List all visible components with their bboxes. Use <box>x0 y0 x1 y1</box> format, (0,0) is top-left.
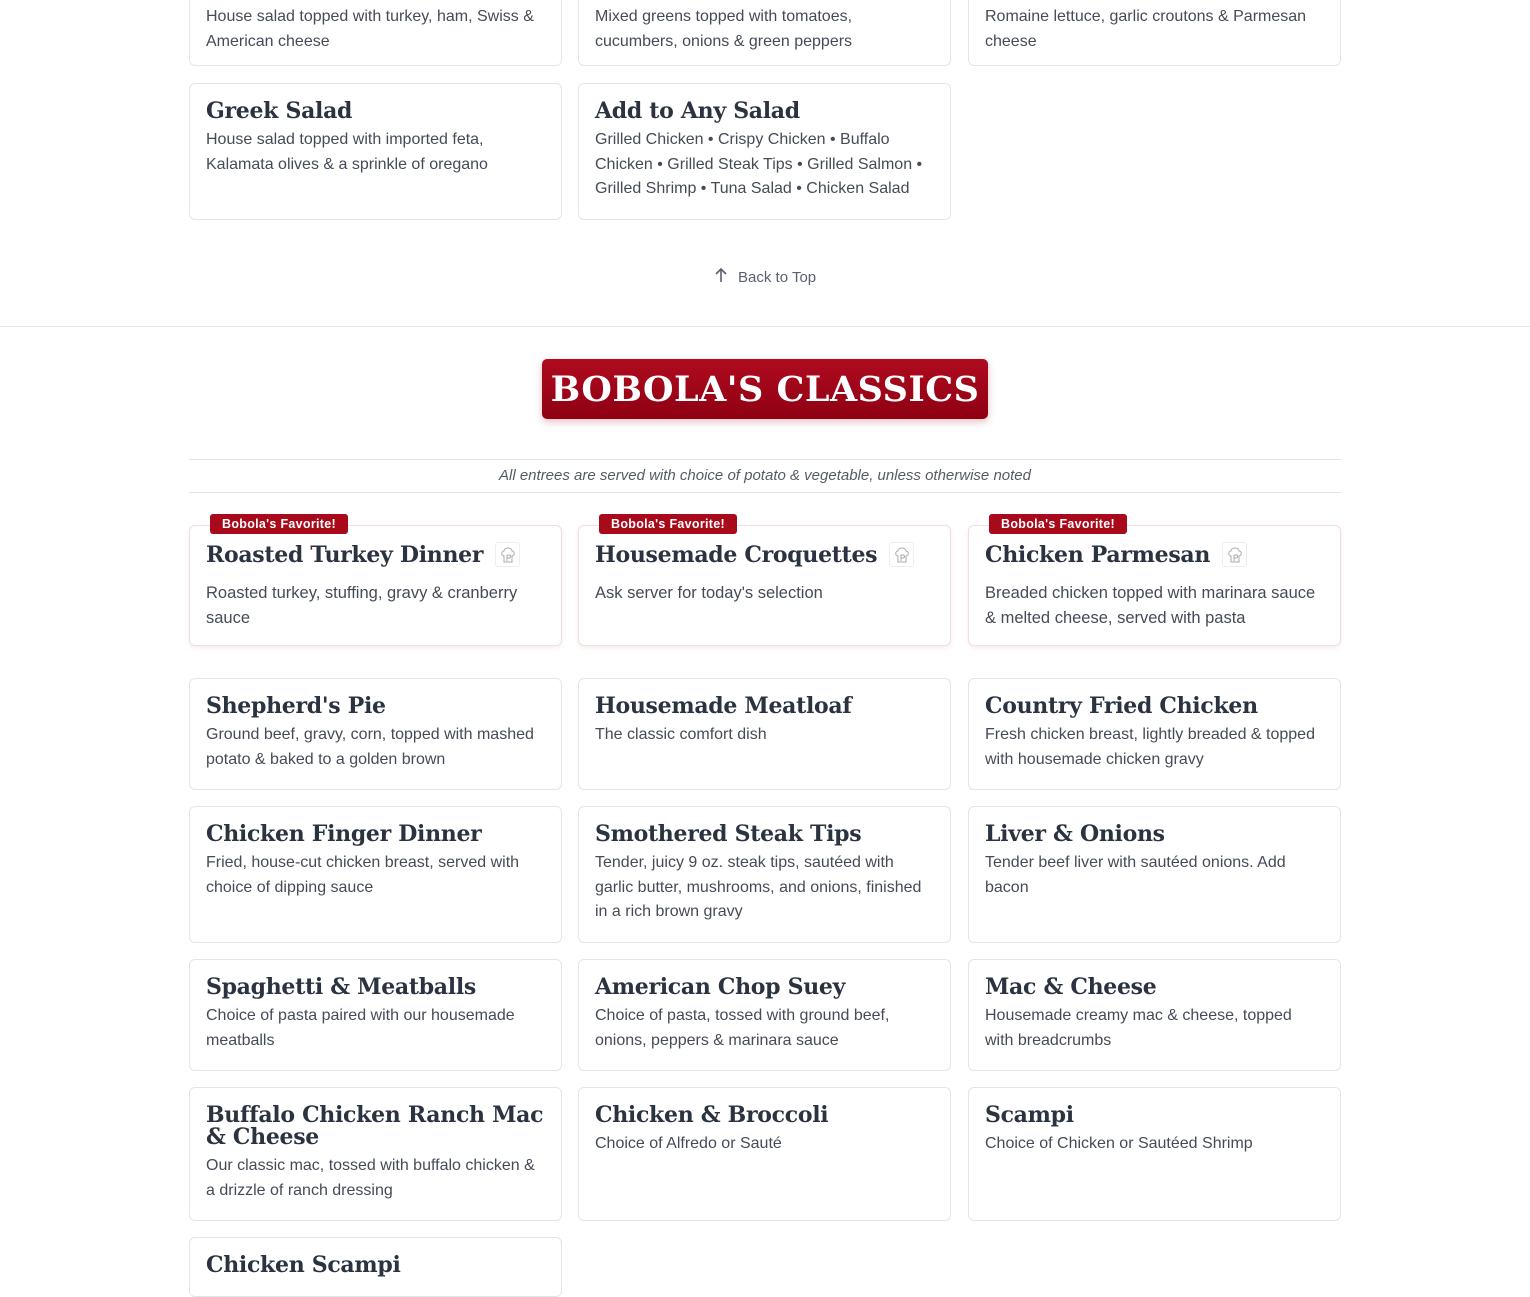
menu-item-card <box>189 1087 562 1221</box>
menu-item-card <box>968 517 1341 646</box>
menu-item-title: Housemade Croquettes <box>595 541 878 568</box>
menu-item-title: Liver & Onions <box>985 821 1165 847</box>
favorite-badge: Bobola's Favorite! <box>599 514 737 534</box>
menu-item-title: Shepherd's Pie <box>206 693 386 719</box>
menu-item-description: Choice of Alfredo or Sauté <box>595 1135 782 1152</box>
menu-item-description: Choice of pasta, tossed with ground beef, onions, peppers & marinara sauce <box>595 1007 890 1049</box>
menu-item-description: Choice of Chicken or Sautéed Shrimp <box>985 1135 1253 1152</box>
menu-item-description: House salad topped with imported feta, Kalamata olives & a sprinkle of oregano <box>206 131 488 173</box>
menu-item-title: Chicken & Broccoli <box>595 1102 829 1128</box>
menu-item-description: Tender beef liver with sautéed onions. Add bacon <box>985 854 1286 896</box>
menu-item-title: Roasted Turkey Dinner <box>206 541 484 568</box>
menu-item-description: Ground beef, gravy, corn, topped with mashed potato & baked to a golden brown <box>206 726 534 768</box>
menu-item-card <box>968 1087 1341 1221</box>
menu-item-description: Roasted turkey, stuffing, gravy & cranberry sauce <box>206 584 518 627</box>
menu-item-title: American Chop Suey <box>595 974 846 1000</box>
back-to-top-link[interactable] <box>0 267 1530 287</box>
menu-item-description: House salad topped with turkey, ham, Swiss & American cheese <box>206 8 534 50</box>
chef-hat-icon <box>889 542 914 567</box>
menu-item-card <box>578 517 951 646</box>
menu-item-card <box>189 517 562 646</box>
menu-item-description: Tender, juicy 9 oz. steak tips, sautéed with garlic butter, mushrooms, and onions, finished in a rich brown gravy <box>595 854 922 920</box>
menu-item-card <box>578 678 951 790</box>
menu-item-card <box>189 806 562 943</box>
menu-item-description: Choice of pasta paired with our housemade meatballs <box>206 1007 515 1049</box>
menu-item-card <box>578 0 951 66</box>
menu-item-title: Scampi <box>985 1102 1074 1128</box>
favorite-badge: Bobola's Favorite! <box>210 514 348 534</box>
menu-item-card <box>578 1087 951 1221</box>
menu-item-title: Country Fried Chicken <box>985 693 1258 719</box>
menu-item-card <box>968 806 1341 943</box>
menu-item-description: Housemade creamy mac & cheese, topped with breadcrumbs <box>985 1007 1292 1049</box>
section-title: BOBOLA'S CLASSICS <box>542 359 988 419</box>
section-note: All entrees are served with choice of potato & vegetable, unless otherwise noted <box>189 459 1341 493</box>
menu-item-description: Fried, house-cut chicken breast, served with choice of dipping sauce <box>206 854 520 896</box>
menu-item-title: Add to Any Salad <box>595 98 800 124</box>
menu-item-description: Grilled Chicken • Crispy Chicken • Buffalo Chicken • Grilled Steak Tips • Grilled Salmon • Grilled Shrimp • Tuna Salad • Chicken Salad <box>595 131 923 197</box>
menu-item-title: Chicken Parmesan <box>985 541 1211 568</box>
section-divider <box>0 326 1530 327</box>
menu-item-title: Greek Salad <box>206 98 353 124</box>
menu-item-card <box>578 83 951 220</box>
menu-item-title: Buffalo Chicken Ranch Mac & Cheese <box>206 1102 544 1150</box>
menu-item-card <box>189 0 562 66</box>
chef-hat-icon <box>495 542 520 567</box>
menu-item-card <box>578 959 951 1071</box>
menu-item-card <box>968 0 1341 66</box>
menu-item-title: Smothered Steak Tips <box>595 821 862 847</box>
menu-item-title: Mac & Cheese <box>985 974 1157 1000</box>
menu-item-description: Mixed greens topped with tomatoes, cucumbers, onions & green peppers <box>595 8 853 50</box>
menu-item-card <box>189 678 562 790</box>
menu-item-description: Fresh chicken breast, lightly breaded & topped with housemade chicken gravy <box>985 726 1315 768</box>
menu-item-description: The classic comfort dish <box>595 726 767 743</box>
menu-item-description: Breaded chicken topped with marinara sauce & melted cheese, served with pasta <box>985 584 1316 627</box>
favorite-badge: Bobola's Favorite! <box>989 514 1127 534</box>
menu-item-title: Chicken Finger Dinner <box>206 821 482 847</box>
menu-item-title: Chicken Scampi <box>206 1252 401 1278</box>
menu-item-card <box>189 1237 562 1297</box>
menu-item-card <box>968 678 1341 790</box>
menu-item-title: Spaghetti & Meatballs <box>206 974 476 1000</box>
menu-item-card <box>189 959 562 1071</box>
menu-item-card <box>578 806 951 943</box>
menu-item-card <box>189 83 562 220</box>
menu-item-title: Housemade Meatloaf <box>595 693 852 719</box>
menu-item-description: Ask server for today's selection <box>595 584 823 602</box>
back-to-top-label: Back to Top <box>738 268 817 286</box>
arrow-up-icon <box>714 270 728 287</box>
chef-hat-icon <box>1222 542 1247 567</box>
menu-item-description: Our classic mac, tossed with buffalo chicken & a drizzle of ranch dressing <box>206 1157 535 1199</box>
menu-item-description: Romaine lettuce, garlic croutons & Parmesan cheese <box>985 8 1307 50</box>
menu-item-card <box>968 959 1341 1071</box>
